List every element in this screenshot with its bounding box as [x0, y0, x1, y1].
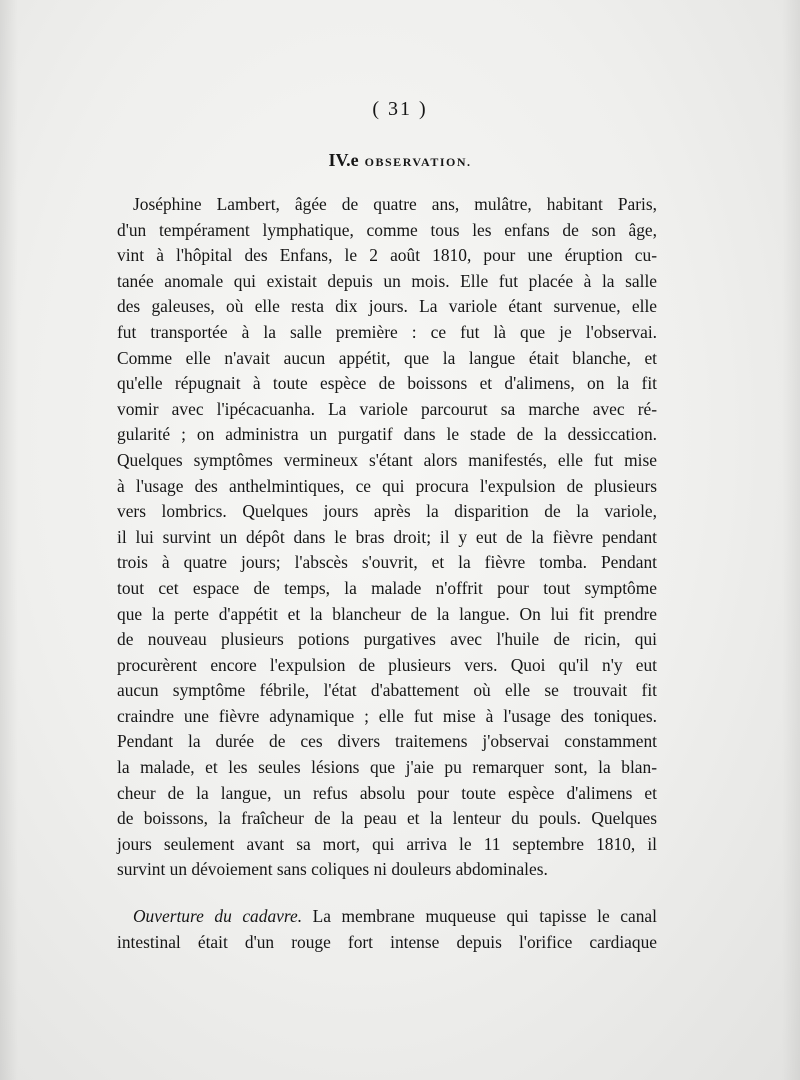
text-line: qu'elle répugnait à toute espèce de boissons et d'alimens, on la fit — [117, 373, 657, 394]
text-line: Pendant la durée de ces divers traitemens j'observai constamment — [117, 731, 657, 752]
text-line: Comme elle n'avait aucun appétit, que la langue était blanche, et — [117, 347, 657, 368]
text-line: tout cet espace de temps, la malade n'offrit pour tout symptôme — [117, 577, 657, 598]
text-line: vers lombrics. Quelques jours après la disparition de la variole, — [117, 501, 657, 522]
text-line: aucun symptôme fébrile, l'état d'abattement où elle se trouvait fit — [117, 680, 657, 701]
text-line: procurèrent encore l'expulsion de plusieurs vers. Quoi qu'il n'y eut — [117, 654, 657, 675]
text-line: survint un dévoiement sans coliques ni douleurs abdominales. — [117, 859, 548, 880]
text-line: intestinal était d'un rouge fort intense depuis l'orifice cardiaque — [117, 931, 657, 952]
text-line: vint à l'hôpital des Enfans, le 2 août 1810, pour une éruption cu- — [117, 245, 657, 266]
text-line — [117, 904, 657, 930]
text-line: gularité ; on administra un purgatif dans le stade de la dessiccation. — [117, 424, 657, 445]
text-line: la malade, et les seules lésions que j'aie pu remarquer sont, la blan- — [117, 757, 657, 778]
text-run: La membrane muqueuse qui tapisse le canal — [302, 906, 657, 927]
text-line: craindre une fièvre adynamique ; elle fut mise à l'usage des toniques. — [117, 705, 657, 726]
section-lead: Ouverture du cadavre. — [133, 906, 303, 927]
text-line: Joséphine Lambert, âgée de quatre ans, mulâtre, habitant Paris, — [133, 194, 657, 214]
text-line: vomir avec l'ipécacuanha. La variole parcourut sa marche avec ré- — [117, 398, 657, 419]
text-line: cheur de la langue, un refus absolu pour toute espèce d'alimens et — [117, 782, 657, 803]
text-line: fut transportée à la salle première : ce fut là que je l'observai. — [117, 321, 657, 342]
text-line: à l'usage des anthelmintiques, ce qui procura l'expulsion de plusieurs — [117, 475, 657, 496]
heading-numeral: IV.e — [328, 150, 359, 170]
show-through-texture — [135, 118, 800, 140]
text-line: d'un tempérament lymphatique, comme tous les enfans de son âge, — [117, 219, 657, 240]
paragraph-gap — [117, 883, 657, 904]
text-line: trois à quatre jours; l'abscès s'ouvrit, et la fièvre tomba. Pendant — [117, 552, 657, 573]
text-line: de boissons, la fraîcheur de la peau et la lenteur du pouls. Quelques — [117, 808, 657, 829]
section-heading — [0, 150, 800, 171]
text-line: des galeuses, où elle resta dix jours. La variole étant survenue, elle — [117, 296, 657, 317]
text-line: jours seulement avant sa mort, qui arriva le 11 septembre 1810, il — [117, 833, 657, 854]
text-line: que la perte d'appétit et la blancheur de la langue. On lui fit prendre — [117, 603, 657, 624]
text-line: il lui survint un dépôt dans le bras droit; il y eut de la fièvre pendant — [117, 526, 657, 547]
heading-word: OBSERVATION. — [364, 155, 472, 169]
body-text — [117, 192, 657, 955]
page-number: ( 31 ) — [372, 98, 428, 120]
text-line: Quelques symptômes vermineux s'étant alors manifestés, elle fut mise — [117, 449, 657, 470]
text-line: de nouveau plusieurs potions purgatives avec l'huile de ricin, qui — [117, 629, 657, 650]
text-line: tanée anomale qui existait depuis un mois. Elle fut placée à la salle — [117, 270, 657, 291]
